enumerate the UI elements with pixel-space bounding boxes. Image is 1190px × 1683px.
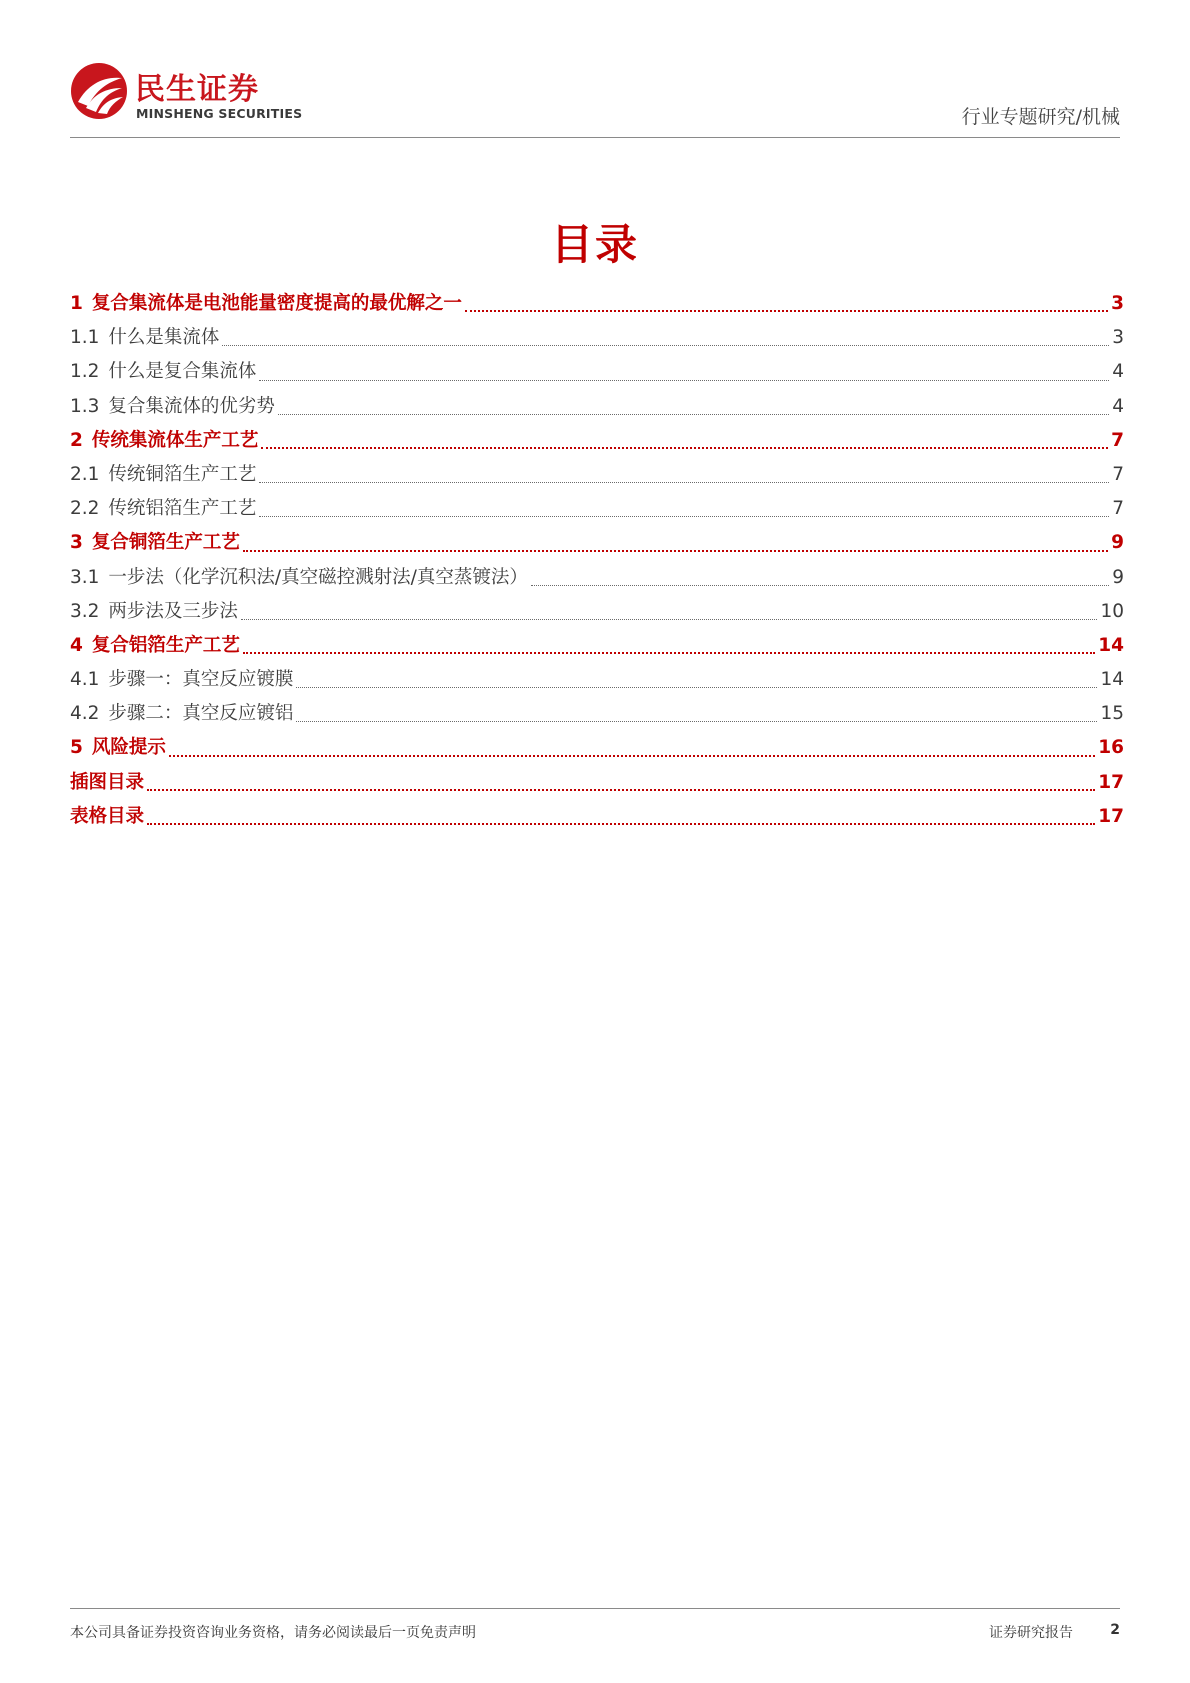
toc-entry-page: 7 <box>1111 429 1124 451</box>
toc-entry-number: 3 <box>70 532 83 554</box>
toc-entry-page: 3 <box>1111 293 1124 314</box>
toc-entry-label: 步骤二：真空反应镀铝 <box>108 703 294 725</box>
toc-entry-page: 14 <box>1100 669 1124 691</box>
toc-entry[interactable] <box>70 492 1124 526</box>
toc-leader-dots <box>296 720 1097 722</box>
header-divider <box>70 137 1120 138</box>
toc-entry[interactable] <box>70 595 1124 629</box>
logo-chinese-name: 民生证券 <box>135 72 259 107</box>
toc-entry-label: 复合铝箔生产工艺 <box>91 634 240 656</box>
toc-entry[interactable] <box>70 663 1124 697</box>
toc-entry-number: 4.1 <box>70 669 100 691</box>
toc-title: 目录 <box>550 220 639 269</box>
toc-leader-dots <box>169 754 1095 757</box>
toc-entry[interactable] <box>70 697 1124 731</box>
toc-entry[interactable] <box>70 731 1124 765</box>
toc-entry[interactable] <box>70 458 1124 492</box>
toc-entry-page: 14 <box>1098 634 1124 656</box>
toc-leader-dots <box>278 413 1109 415</box>
toc-entry-page: 9 <box>1111 532 1124 554</box>
toc-entry-page: 4 <box>1112 395 1124 417</box>
toc-entry[interactable] <box>70 390 1124 424</box>
table-of-contents <box>70 287 1124 834</box>
toc-leader-dots <box>259 515 1109 517</box>
footer-page-number: 2 <box>1110 1622 1120 1638</box>
toc-leader-dots <box>147 788 1095 791</box>
toc-entry-label: 传统铝箔生产工艺 <box>108 498 257 520</box>
toc-leader-dots <box>261 446 1108 449</box>
toc-entry[interactable] <box>70 526 1124 560</box>
toc-entry-number: 1.2 <box>70 361 100 383</box>
toc-entry-number: 2.1 <box>70 463 100 485</box>
toc-entry-label: 插图目录 <box>70 771 145 793</box>
toc-entry[interactable] <box>70 766 1124 800</box>
toc-entry-page: 17 <box>1098 805 1124 827</box>
company-logo <box>70 62 390 126</box>
toc-entry-page: 7 <box>1112 498 1124 520</box>
toc-entry[interactable] <box>70 800 1124 834</box>
toc-entry-number: 5 <box>70 737 83 759</box>
toc-entry-page: 17 <box>1098 771 1124 793</box>
toc-entry-page: 4 <box>1112 361 1124 383</box>
toc-entry[interactable] <box>70 287 1124 321</box>
footer-divider <box>70 1608 1120 1609</box>
toc-entry-label: 什么是集流体 <box>108 327 220 349</box>
toc-entry-label: 复合铜箔生产工艺 <box>91 532 240 554</box>
toc-entry-label: 一步法（化学沉积法/真空磁控溅射法/真空蒸镀法） <box>108 566 528 588</box>
toc-leader-dots <box>465 309 1108 312</box>
footer-report-type: 证券研究报告 <box>989 1625 1073 1641</box>
toc-entry-label: 风险提示 <box>91 737 166 759</box>
toc-leader-dots <box>259 481 1109 483</box>
toc-entry-label: 复合集流体是电池能量密度提高的最优解之一 <box>91 293 462 314</box>
toc-entry-number: 1.1 <box>70 327 100 349</box>
toc-entry[interactable] <box>70 424 1124 458</box>
toc-entry-label: 什么是复合集流体 <box>108 361 257 383</box>
toc-entry-page: 3 <box>1112 327 1124 349</box>
page-header <box>70 62 1120 138</box>
toc-entry-page: 9 <box>1112 566 1124 588</box>
minsheng-logo-icon <box>70 62 128 120</box>
toc-entry-page: 10 <box>1100 600 1124 622</box>
toc-entry-label: 步骤一：真空反应镀膜 <box>108 669 294 691</box>
toc-leader-dots <box>147 822 1095 825</box>
toc-entry-page: 16 <box>1098 737 1124 759</box>
toc-entry-label: 复合集流体的优劣势 <box>108 395 275 417</box>
toc-entry-number: 3.2 <box>70 600 100 622</box>
toc-entry[interactable] <box>70 321 1124 355</box>
toc-entry-number: 1.3 <box>70 395 100 417</box>
toc-entry-page: 7 <box>1112 463 1124 485</box>
toc-entry-number: 1 <box>70 293 83 314</box>
toc-leader-dots <box>259 379 1109 381</box>
toc-leader-dots <box>241 618 1098 620</box>
toc-leader-dots <box>531 584 1109 586</box>
toc-entry-page: 15 <box>1100 703 1124 725</box>
toc-entry[interactable] <box>70 355 1124 389</box>
toc-entry-label: 表格目录 <box>70 805 145 827</box>
toc-leader-dots <box>243 651 1095 654</box>
toc-entry-number: 4 <box>70 634 83 656</box>
toc-leader-dots <box>243 549 1108 552</box>
footer-disclaimer: 本公司具备证券投资咨询业务资格，请务必阅读最后一页免责声明 <box>70 1625 476 1641</box>
toc-entry-label: 传统铜箔生产工艺 <box>108 463 257 485</box>
toc-entry-number: 3.1 <box>70 566 100 588</box>
toc-entry[interactable] <box>70 629 1124 663</box>
toc-leader-dots <box>222 344 1109 346</box>
toc-entry-label: 传统集流体生产工艺 <box>91 429 259 451</box>
toc-leader-dots <box>296 686 1097 688</box>
logo-english-name: MINSHENG SECURITIES <box>136 106 303 121</box>
report-category: 行业专题研究/机械 <box>961 106 1120 128</box>
toc-entry-number: 2 <box>70 429 83 451</box>
toc-entry[interactable] <box>70 561 1124 595</box>
toc-entry-number: 2.2 <box>70 498 100 520</box>
toc-entry-number: 4.2 <box>70 703 100 725</box>
toc-entry-label: 两步法及三步法 <box>108 600 238 622</box>
